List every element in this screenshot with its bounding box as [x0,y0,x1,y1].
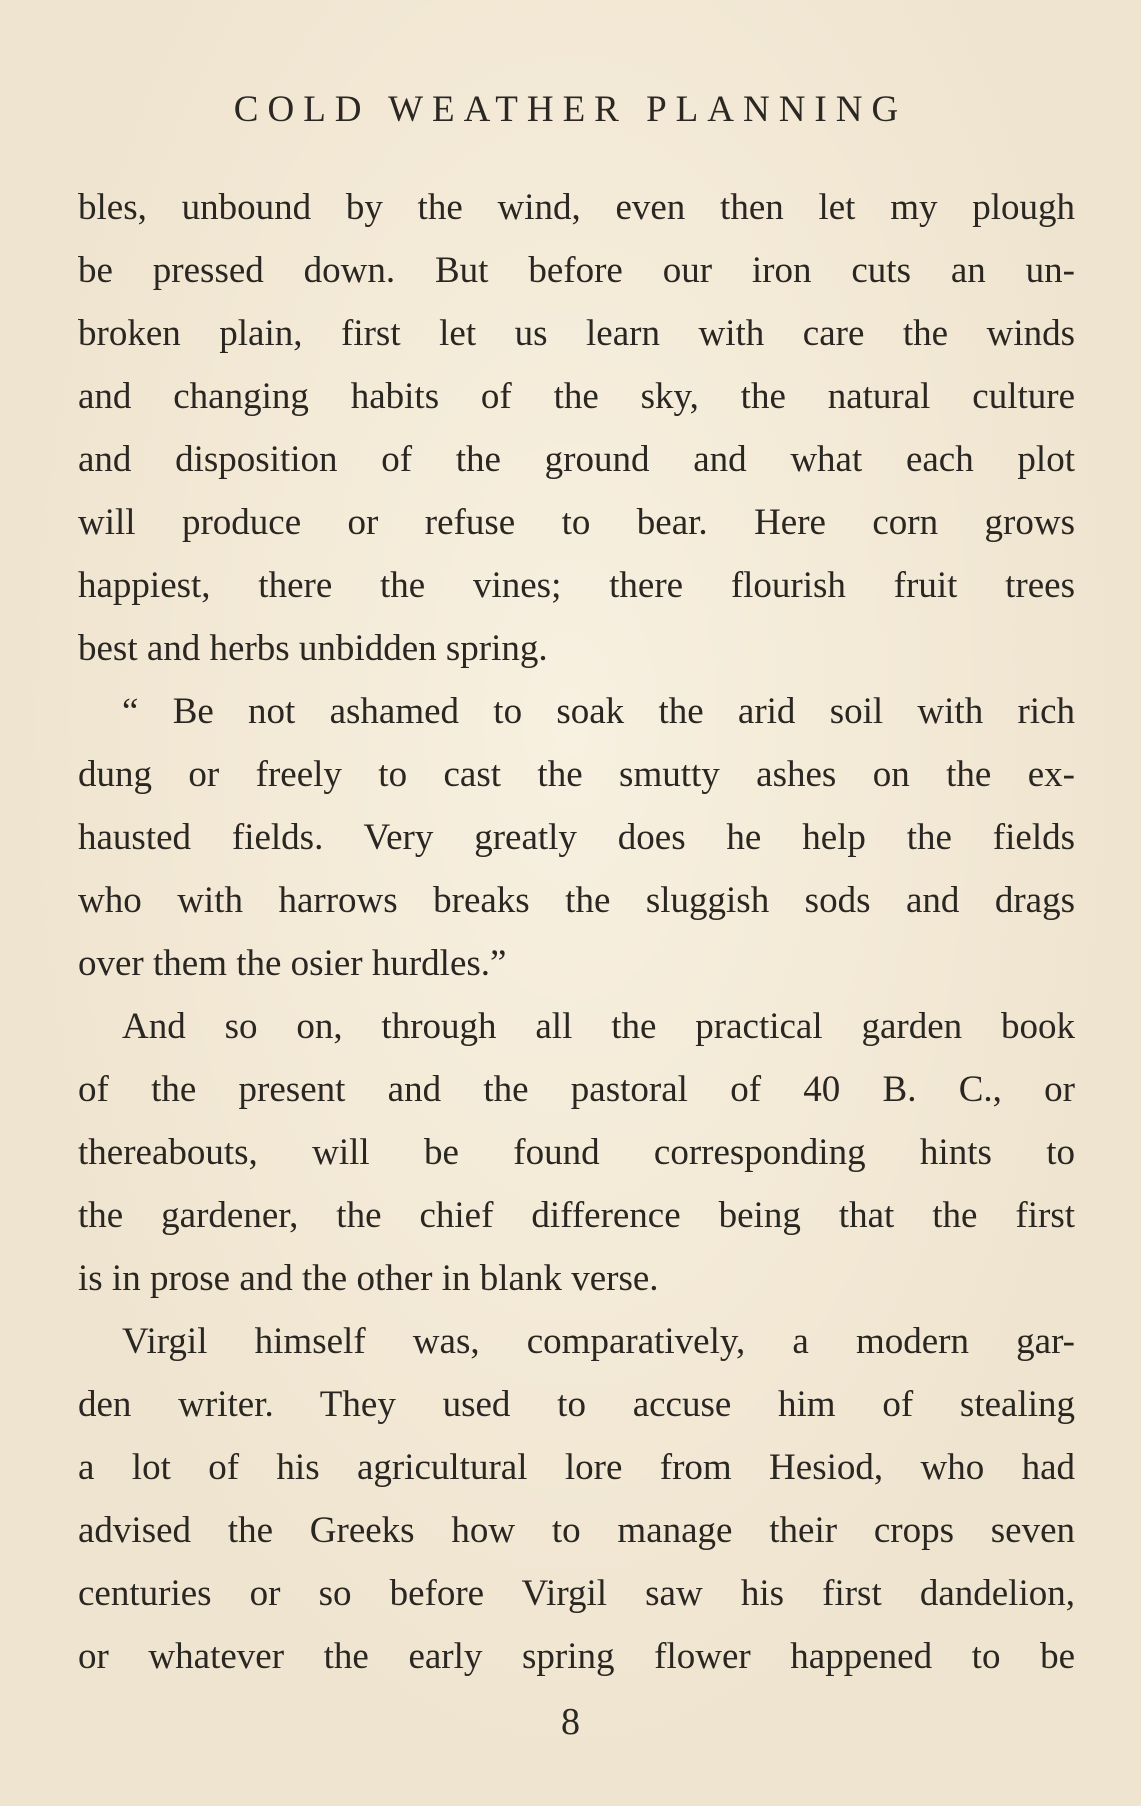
text-line: who with harrows breaks the sluggish sods and drags [78,880,1075,921]
text-line: happiest, there the vines; there flourish fruit trees [78,565,1075,606]
text-line: hausted fields. Very greatly does he help the fields [78,817,1075,858]
paragraph-first-line: And so on, through all the practical garden book [122,1006,1075,1047]
text-line: or whatever the early spring flower happened to be [78,1636,1075,1677]
text-line: best and herbs unbidden spring. [78,628,548,669]
text-line: bles, unbound by the wind, even then let my plough [78,187,1075,228]
text-line: centuries or so before Virgil saw his first dandelion, [78,1573,1075,1614]
body-text [78,176,1075,1688]
text-line: be pressed down. But before our iron cuts an un- [78,250,1075,291]
text-line: over them the osier hurdles.” [78,943,507,984]
text-line: dung or freely to cast the smutty ashes on the ex- [78,754,1075,795]
text-line: the gardener, the chief difference being that the first [78,1195,1075,1236]
text-line: is in prose and the other in blank verse. [78,1258,659,1299]
text-line: advised the Greeks how to manage their crops seven [78,1510,1075,1551]
text-line: of the present and the pastoral of 40 B. C., or [78,1069,1075,1110]
text-line: and disposition of the ground and what each plot [78,439,1075,480]
text-line: thereabouts, will be found corresponding hints to [78,1132,1075,1173]
page-number: 8 [561,1701,580,1743]
text-line: will produce or refuse to bear. Here corn grows [78,502,1075,543]
paragraph-first-line: “ Be not ashamed to soak the arid soil with rich [122,691,1075,732]
text-line: a lot of his agricultural lore from Hesiod, who had [78,1447,1075,1488]
text-line: broken plain, first let us learn with care the winds [78,313,1075,354]
running-head: COLD WEATHER PLANNING [233,89,908,130]
text-line: and changing habits of the sky, the natural culture [78,376,1075,417]
paragraph-first-line: Virgil himself was, comparatively, a modern gar- [122,1321,1075,1362]
text-line: den writer. They used to accuse him of stealing [78,1384,1075,1425]
